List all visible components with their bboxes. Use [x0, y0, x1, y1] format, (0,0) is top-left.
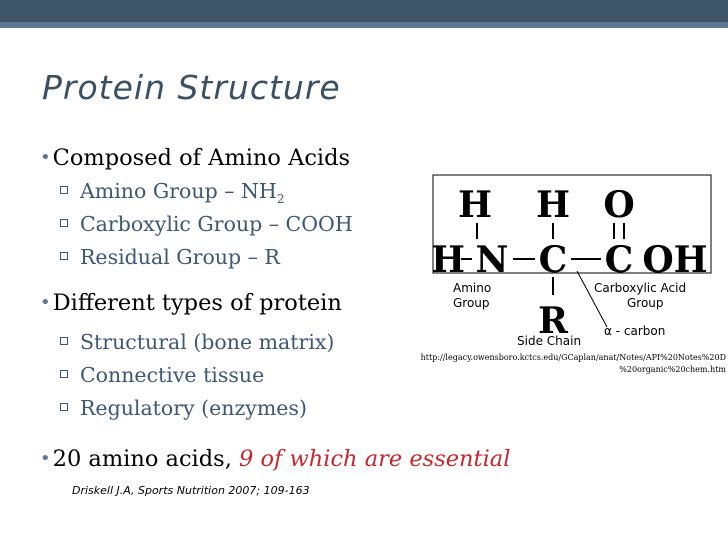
slide-title: Protein Structure [42, 68, 341, 107]
sub-bullet-text: Residual Group – R [80, 245, 280, 269]
atom-n: N [475, 239, 509, 281]
sub-bullet-text: Regulatory (enzymes) [80, 396, 307, 420]
sub-bullet-carboxylic-group [60, 212, 353, 236]
square-bullet-icon [60, 337, 68, 345]
label-side-chain: Side Chain [517, 334, 582, 348]
bullet-marker: • [40, 292, 51, 313]
bullet-composed [40, 145, 350, 171]
header-accent [0, 22, 728, 28]
sub-bullet-text: Carboxylic Group – COOH [80, 212, 353, 236]
atom-h-top-left: H [457, 184, 493, 226]
emphasis-text: 9 of which are essential [239, 446, 511, 472]
sub-bullet-text: Structural (bone matrix) [80, 330, 335, 354]
square-bullet-icon [60, 186, 68, 194]
subscript: 2 [276, 192, 285, 207]
sub-bullet-amino-group [60, 179, 284, 206]
sub-bullet-text: Amino Group – NH [80, 179, 277, 203]
source-url-line-2: %20organic%20chem.htm [619, 365, 726, 374]
label-amino-group: Group [453, 296, 490, 310]
bullet-twenty-amino-acids [40, 446, 510, 472]
label-carboxylic: Carboxylic Acid [594, 281, 687, 295]
atom-oh: OH [642, 239, 708, 281]
bullet-text: Composed of Amino Acids [52, 145, 351, 171]
bullet-types-of-protein [40, 290, 342, 316]
label-amino: Amino [453, 281, 492, 295]
sub-bullet-text: Connective tissue [80, 363, 265, 387]
label-carboxylic-group: Group [627, 296, 664, 310]
bullet-marker: • [40, 147, 51, 168]
header-bar [0, 0, 728, 22]
sub-bullet-regulatory [60, 396, 307, 420]
source-url [410, 352, 726, 376]
atom-o: O [603, 184, 635, 226]
sub-bullet-connective [60, 363, 264, 387]
bullet-marker: • [40, 448, 51, 469]
source-url-line-1: http://legacy.owensboro.kctcs.edu/GCaplan/anat/Notes/API%20Notes%20D [420, 353, 726, 362]
label-alpha-carbon: α - carbon [604, 324, 666, 338]
bullet-text: 20 amino acids, [52, 446, 240, 472]
sub-bullet-structural [60, 330, 334, 354]
atom-h-top-center: H [535, 184, 571, 226]
atom-r: R [538, 300, 568, 342]
square-bullet-icon [60, 219, 68, 227]
square-bullet-icon [60, 403, 68, 411]
atom-c-carboxyl: C [604, 239, 634, 281]
atom-h-left: H [430, 239, 466, 281]
bullet-text: Different types of protein [52, 290, 342, 316]
square-bullet-icon [60, 252, 68, 260]
square-bullet-icon [60, 370, 68, 378]
sub-bullet-residual-group [60, 245, 280, 269]
citation: Driskell J.A, Sports Nutrition 2007; 109-163 [72, 484, 310, 497]
amino-acid-diagram [405, 155, 728, 350]
alpha-carbon-pointer [577, 271, 607, 327]
atom-c-alpha: C [538, 239, 568, 281]
